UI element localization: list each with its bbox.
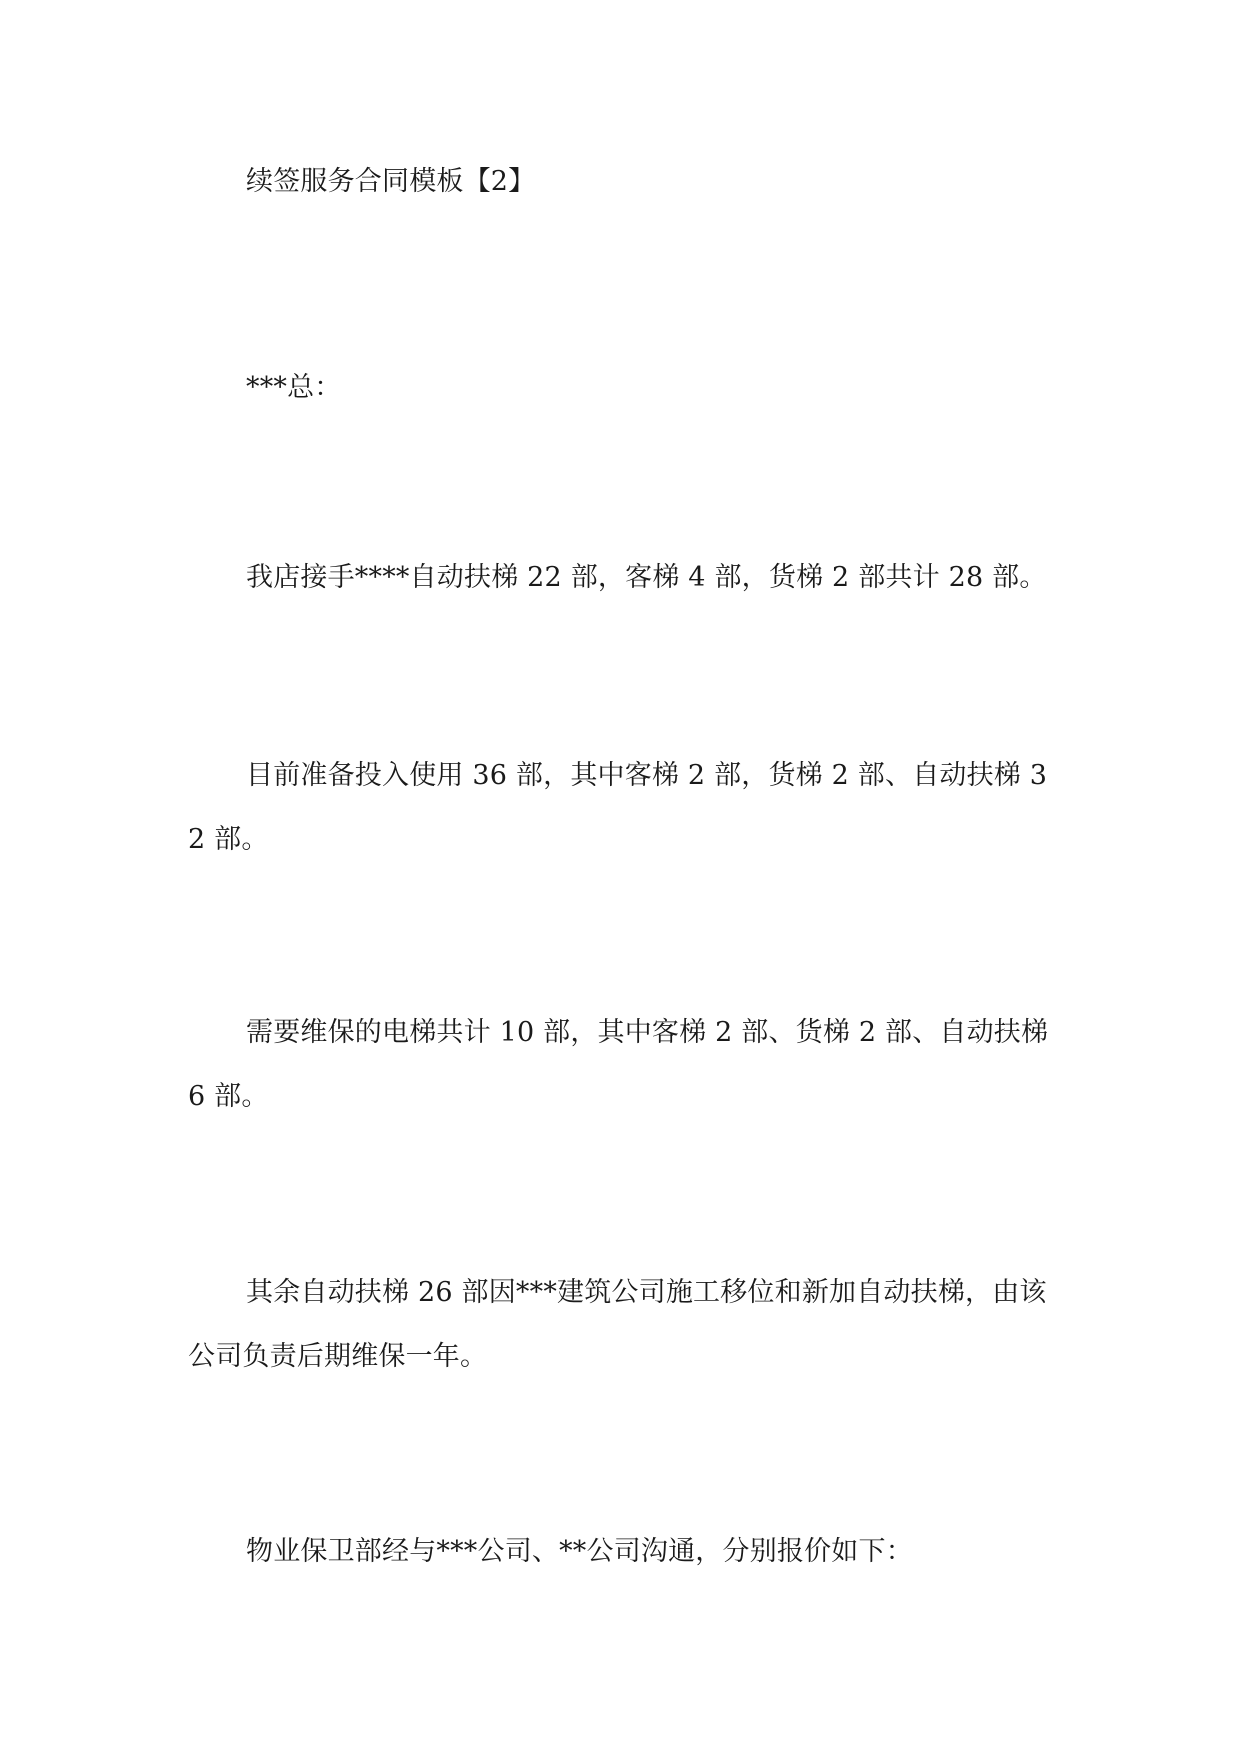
paragraph-maintenance-needed: 需要维保的电梯共计 10 部，其中客梯 2 部、货梯 2 部、自动扶梯 6 部。 xyxy=(188,1017,1049,1112)
salutation: ***总： xyxy=(246,372,342,403)
paragraph-quotes: 物业保卫部经与***公司、**公司沟通，分别报价如下： xyxy=(246,1536,913,1567)
paragraph-elevator-count: 我店接手****自动扶梯 22 部，客梯 4 部，货梯 2 部共计 28 部。 xyxy=(246,562,1047,593)
paragraph-in-use: 目前准备投入使用 36 部，其中客梯 2 部，货梯 2 部、自动扶梯 32 部。 xyxy=(188,760,1048,855)
paragraph-remaining-escalators: 其余自动扶梯 26 部因***建筑公司施工移位和新加自动扶梯，由该公司负责后期维保一年。 xyxy=(188,1277,1047,1372)
document-title: 续签服务合同模板【2】 xyxy=(246,166,536,197)
